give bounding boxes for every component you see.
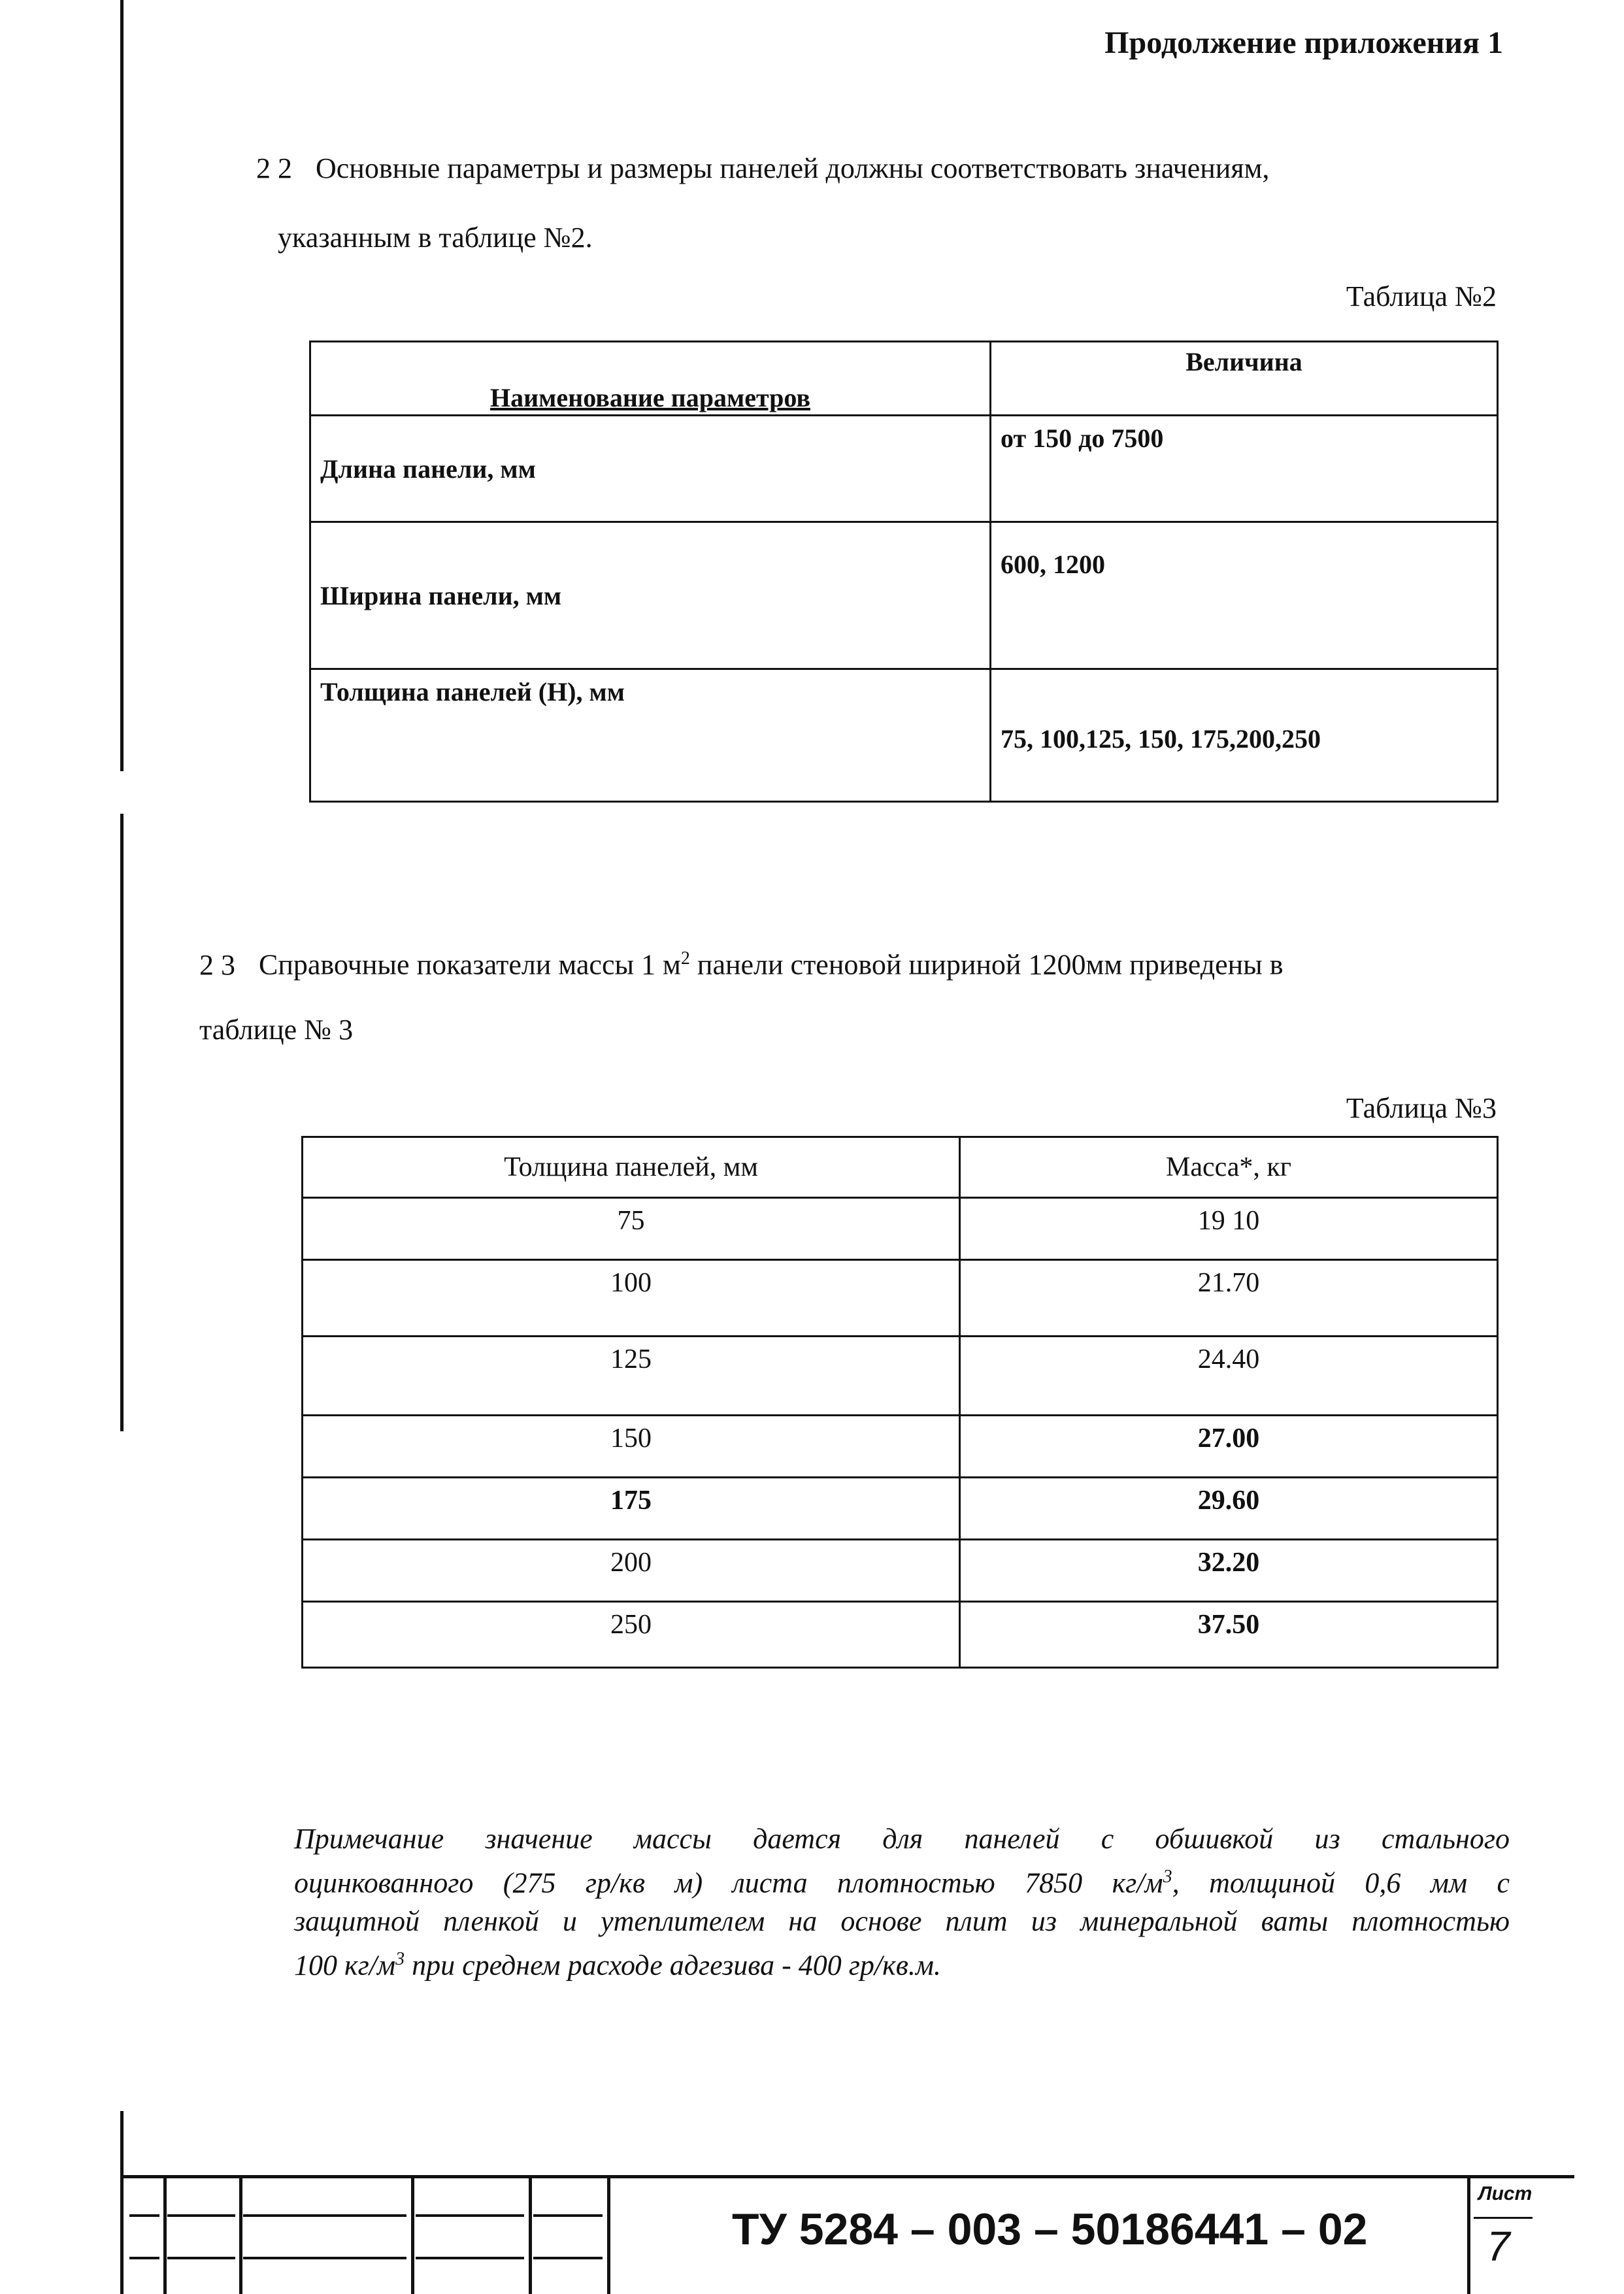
param-cell: Толщина панелей (Н), мм (310, 669, 991, 802)
mass-cell: 21.70 (960, 1260, 1498, 1337)
appendix-continuation-header: Продолжение приложения 1 (1104, 25, 1503, 60)
grid-hline (416, 2257, 524, 2259)
parameters-table (309, 341, 1499, 803)
section-2-3-line2: таблице № 3 (199, 1014, 354, 1046)
grid-vline (411, 2175, 414, 2294)
note-line-2 (294, 1858, 1510, 1903)
column-header-value: Величина (991, 342, 1498, 416)
section-number: 2 3 (199, 948, 235, 981)
table-row (303, 1260, 1498, 1337)
grid-hline (129, 2214, 159, 2217)
value-cell: от 150 до 7500 (991, 416, 1498, 522)
grid-hline (243, 2257, 406, 2259)
mass-cell: 32.20 (960, 1540, 1498, 1602)
table-row (303, 1602, 1498, 1668)
mass-cell: 24.40 (960, 1337, 1498, 1416)
note-line-4 (294, 1940, 1510, 1985)
section-2-2-line2: указанным в таблице №2. (278, 222, 593, 254)
thickness-cell: 200 (303, 1540, 960, 1602)
note-line-4-sup: 3 (395, 1948, 405, 1969)
thickness-cell: 125 (303, 1337, 960, 1416)
table-row (303, 1198, 1498, 1260)
section-text-sup: 2 (680, 948, 690, 969)
grid-hline (533, 2214, 603, 2217)
note-line-2-a: оцинкованного (275 гр/кв м) листа плотностью 7850 кг/м (294, 1867, 1163, 1899)
section-text-b: панели стеновой шириной 1200мм приведены в (689, 948, 1284, 981)
table-row (303, 1540, 1498, 1602)
note-line-1: Примечание значение массы дается для панелей с обшивкой из стального (294, 1823, 1510, 1855)
note-line-3: защитной пленкой и утеплителем на основе плит из минеральной ваты плотностью (294, 1904, 1510, 1937)
table-row (310, 669, 1498, 802)
grid-vline (163, 2175, 167, 2294)
param-cell: Ширина панели, мм (310, 522, 991, 669)
sheet-box-divider (1467, 2175, 1470, 2294)
grid-vline (529, 2175, 532, 2294)
table-row (303, 1478, 1498, 1540)
note-line-4-b: при среднем расходе адгезива - 400 гр/кв.м. (405, 1949, 941, 1982)
note-line-2-b: , толщиной 0,6 мм с (1172, 1867, 1510, 1899)
sheet-separator (1474, 2217, 1533, 2219)
margin-rule-top (120, 0, 124, 771)
title-block-grid (120, 2175, 617, 2294)
table3-caption: Таблица №3 (1346, 1092, 1497, 1124)
grid-hline (243, 2214, 406, 2217)
section-number: 2 2 (256, 152, 292, 184)
mass-cell: 37.50 (960, 1602, 1498, 1668)
document-designation: ТУ 5284 – 003 – 50186441 – 02 (732, 2204, 1368, 2254)
column-header-text: Наименование параметров (490, 383, 810, 412)
sheet-label: Лист (1478, 2183, 1533, 2204)
grid-vline (239, 2175, 242, 2294)
table-header-row (303, 1137, 1498, 1198)
thickness-cell: 100 (303, 1260, 960, 1337)
grid-hline (416, 2214, 524, 2217)
column-header-thickness: Толщина панелей, мм (303, 1137, 960, 1198)
thickness-cell: 250 (303, 1602, 960, 1668)
column-header-parameter (310, 342, 991, 416)
section-2-2-line1 (256, 152, 1269, 186)
thickness-cell: 75 (303, 1198, 960, 1260)
table-row (310, 416, 1498, 522)
note-line-2-sup: 3 (1163, 1867, 1172, 1887)
table-row (310, 522, 1498, 669)
section-2-3-line1 (199, 948, 1284, 982)
mass-cell: 19 10 (960, 1198, 1498, 1260)
margin-rule-middle (120, 814, 124, 1431)
grid-hline (167, 2214, 235, 2217)
value-cell: 600, 1200 (991, 522, 1498, 669)
section-text-a: Справочные показатели массы 1 м (259, 948, 681, 981)
thickness-cell: 150 (303, 1416, 960, 1478)
table-row (303, 1337, 1498, 1416)
grid-hline (167, 2257, 235, 2259)
column-header-mass: Масса*, кг (960, 1137, 1498, 1198)
table2-caption: Таблица №2 (1346, 280, 1497, 312)
grid-hline (129, 2257, 159, 2259)
grid-hline (533, 2257, 603, 2259)
value-cell: 75, 100,125, 150, 175,200,250 (991, 669, 1498, 802)
note-line-4-a: 100 кг/м (294, 1949, 396, 1982)
mass-table (301, 1136, 1499, 1669)
sheet-number: 7 (1487, 2223, 1510, 2270)
grid-vline (607, 2175, 610, 2294)
param-cell: Длина панели, мм (310, 416, 991, 522)
mass-cell: 29.60 (960, 1478, 1498, 1540)
thickness-cell: 175 (303, 1478, 960, 1540)
section-text: Основные параметры и размеры панелей должны соответствовать значениям, (316, 152, 1270, 184)
table-row (303, 1416, 1498, 1478)
mass-cell: 27.00 (960, 1416, 1498, 1478)
table-note (294, 1820, 1510, 1984)
table-header-row (310, 342, 1498, 416)
